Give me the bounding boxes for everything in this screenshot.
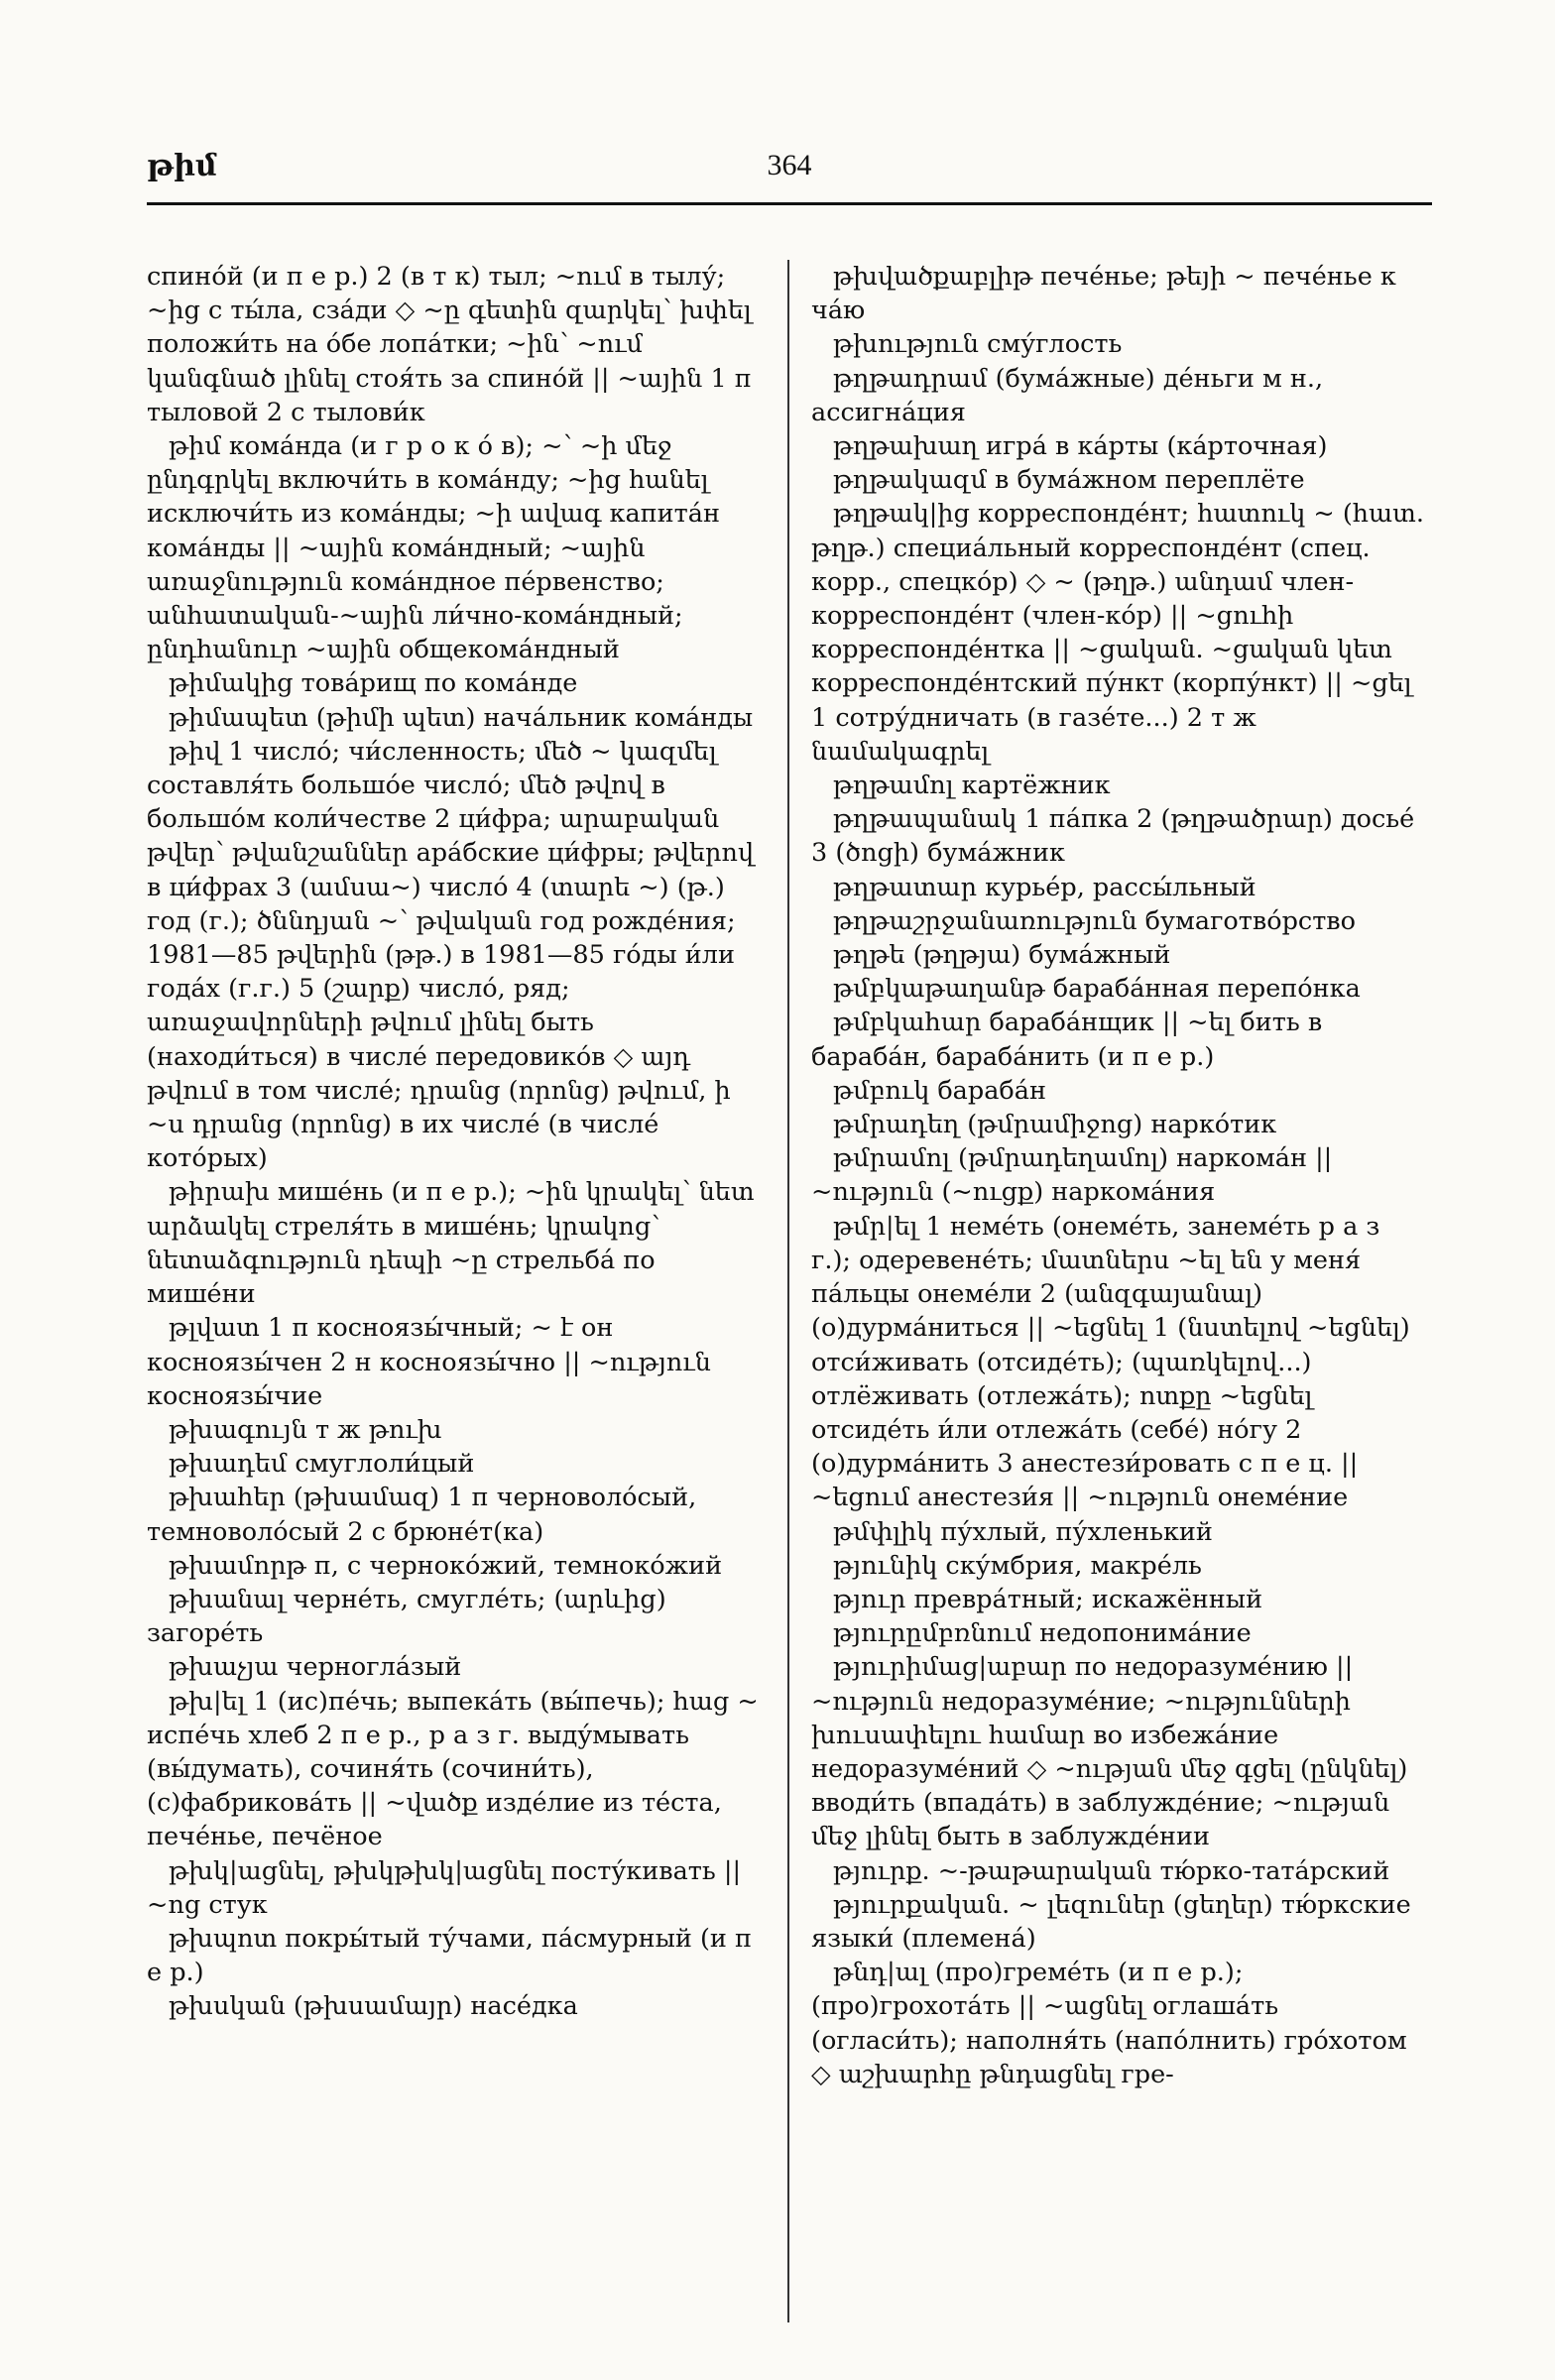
dictionary-entry: թմր|ել 1 неме́ть (онеме́ть, занеме́ть р а з г.); одеревене́ть; մատներս ~ել են у меня́ па́льцы онеме́ли 2 (անզգայանալ) (о)дурма́ниться || ~եցնել 1 (նստելով ~եցնել) отси́живать (отсиде́ть); (պառկելով...) отлёживать (отлежа́ть); ոտքը ~եցնել отсиде́ть и́ли отлежа́ть (себе́) но́гу 2 (о)дурма́нить 3 анестези́ровать с п е ц. || ~եցում анестези́я || ~ություն онеме́ние [811,1211,1410,1513]
dictionary-entry: թմրամոլ (թմրադեղամոլ) наркома́н || ~ություն (~ուցք) наркома́ния [811,1143,1333,1208]
dictionary-entry: թյուր превра́тный; искажённый [833,1584,1263,1614]
dictionary-entry: թխագույն т ж թուխ [169,1414,442,1445]
dictionary-entry: թյուրիմաց|աբար по недоразуме́нию || ~ություն недоразуме́ние; ~ությունների խուսափելու համար во избежа́ние недоразуме́ний ◇ ~ության մեջ գցել (ընկնել) вводи́ть (впада́ть) в заблужде́ние; ~ության մեջ լինել быть в заблужде́нии [811,1652,1408,1852]
dictionary-entry: թղթե (թղթյա) бума́жный [833,940,1171,971]
dictionary-entry: թխսկան (թխսամայր) насе́дка [169,1991,578,2022]
page-number: 364 [767,149,812,181]
dictionary-entry: թիմապետ (թիմի պետ) нача́льник кома́нды [169,702,754,733]
dictionary-entry: թլվատ 1 п косноязы́чный; ~ է он косноязы́чен 2 н косноязы́чно || ~ություն косноязы́чие [147,1313,711,1411]
running-headword: թիմ [147,149,217,183]
dictionary-entry: թիրախ мише́нь (и п е р.); ~ին կրակել՝ նետ արձակել стреля́ть в мише́нь; կրակոց՝ նետաձգություն դեպի ~ը стрельба́ по мише́ни [147,1177,755,1310]
dictionary-entry: թխություն сму́глость [833,329,1123,360]
dictionary-entry: թղթադրամ (бума́жные) де́ньги м н., ассигна́ция [811,363,1324,427]
dictionary-entry: թյուրք. ~-թաթարական тю́рко-тата́рский [833,1855,1390,1886]
dictionary-entry: թղթապանակ 1 па́пка 2 (թղթածրար) досье́ 3 (ծոցի) бума́жник [811,804,1415,869]
dictionary-entry: թխվածքաբլիթ пече́нье; թեյի ~ пече́нье к ча́ю [811,262,1396,326]
dictionary-entry: թյուրքական. ~ լեզուներ (ցեղեր) тю́ркские языки́ (племена́) [811,1889,1411,1954]
dictionary-entry: թմբկահար бараба́нщик || ~ել бить в бараба́н, бараба́нить (и п е р.) [811,1008,1323,1072]
dictionary-entry: թնդ|ալ (про)греме́ть (и п е р.); (про)грохота́ть || ~ացնել оглаша́ть (огласи́ть); наполня́ть (напо́лнить) гро́хотом ◇ աշխարհը թնդացնել гре- [811,1958,1407,2089]
dictionary-entry: թղթակազմ в бума́жном переплёте [833,465,1305,496]
dictionary-entry: спино́й (и п е р.) 2 (в т к) тыл; ~ում в тылу́; ~ից с ты́ла, сза́ди ◇ ~ը գետին զարկել՝ խփել положи́ть на о́бе лопа́тки; ~ին՝ ~ում կանգնած լինել стоя́ть за спино́й || ~ային 1 п тыловой 2 с тылови́к [147,262,752,427]
dictionary-entry: թղթակ|ից корреспонде́нт; հատուկ ~ (հատ. թղթ.) специа́льный корреспонде́нт (спец. корр., спецко́р) ◇ ~ (թղթ.) անդամ член-корреспонде́нт (член-ко́р) || ~ցուհի корреспонде́нтка || ~ցական. ~ցական կետ корреспонде́нтский пу́нкт (корпу́нкт) || ~ցել 1 сотру́дничать (в газе́те...) 2 т ж նամակագրել [811,499,1424,767]
dictionary-entry: թխ|ել 1 (ис)пе́чь; выпека́ть (вы́печь); հաց ~ испе́чь хлеб 2 п е р., р а з г. выду́мывать (вы́думать), сочиня́ть (сочини́ть), (с)фабрикова́ть || ~վածք изде́лие из те́ста, пече́нье, печёное [147,1686,759,1852]
dictionary-entry: թմփլիկ пу́хлый, пу́хленький [833,1516,1213,1547]
right-column [811,260,1426,2091]
dictionary-entry: թխահեր (թխամազ) 1 п черноволо́сый, темноволо́сый 2 с брюне́т(ка) [147,1483,697,1547]
dictionary-entry: թղթախաղ игра́ в ка́рты (ка́рточная) [833,431,1328,462]
dictionary-entry: թյունիկ ску́мбрия, макре́ль [833,1550,1202,1581]
dictionary-entry: թխպոտ покры́тый ту́чами, па́смурный (и п е р.) [147,1923,753,1988]
column-divider [787,260,789,2322]
dictionary-entry: թխկ|ացնել, թխկթխկ|ացնել посту́кивать || ~ոց стук [147,1855,742,1920]
dictionary-entry: թմրադեղ (թմրամիջոց) нарко́тик [833,1110,1277,1140]
dictionary-entry: թիմակից това́рищ по кома́нде [169,668,578,699]
dictionary-entry: թխամորթ п, с черноко́жий, темноко́жий [169,1550,723,1581]
left-column [147,260,762,2024]
dictionary-entry: թղթաշրջանառություն бумаготво́рство [833,905,1357,936]
page-header [147,149,1432,196]
dictionary-entry: թխադեմ смуглоли́цый [169,1449,475,1480]
header-rule [147,202,1432,205]
dictionary-entry: թիվ 1 число́; чи́сленность; մեծ ~ կազմել составля́ть большо́е число́; մեծ թվով в большо́м коли́честве 2 ци́фра; արաբական թվեր՝ թվանշաններ ара́бские ци́фры; թվերով в ци́фрах 3 (ամսա~) число́ 4 (տարե ~) (թ.) год (г.); ծննդյան ~՝ թվական год рожде́ния; 1981—85 թվերին (թթ.) в 1981—85 го́ды и́ли года́х (г.г.) 5 (շարք) число́, ряд; առաջավորների թվում լինել быть (находи́ться) в числе́ передовико́в ◇ այդ թվում в том числе́; դրանց (որոնց) թվում, ի ~ս դրանց (որոնց) в их числе́ (в числе́ кото́рых) [147,736,755,1174]
dictionary-entry: թղթատար курье́р, рассы́льный [833,872,1256,902]
dictionary-entry: թյուրըմբռնում недопонима́ние [833,1618,1252,1649]
dictionary-entry: թխաչյա черногла́зый [169,1652,462,1683]
dictionary-entry: թղթամոլ картёжник [833,771,1111,801]
dictionary-entry: թմբկաթաղանթ бараба́нная перепо́нка [833,974,1361,1005]
dictionary-entry: թիմ кома́нда (и г р о к о́ в); ~՝ ~ի մեջ ընդգրկել включи́ть в кома́нду; ~ից հանել исключи́ть из кома́нды; ~ի ավագ капита́н кома́нды || ~ային кома́ндный; ~ային առաջնություն кома́ндное пе́рвенство; անհատական-~ային ли́чно-кома́ндный; ընդհանուր ~ային общекома́ндный [147,431,720,665]
dictionary-entry: թմբուկ бараба́н [833,1075,1046,1106]
dictionary-entry: թխանալ черне́ть, смугле́ть; (արևից) загоре́ть [147,1584,666,1649]
